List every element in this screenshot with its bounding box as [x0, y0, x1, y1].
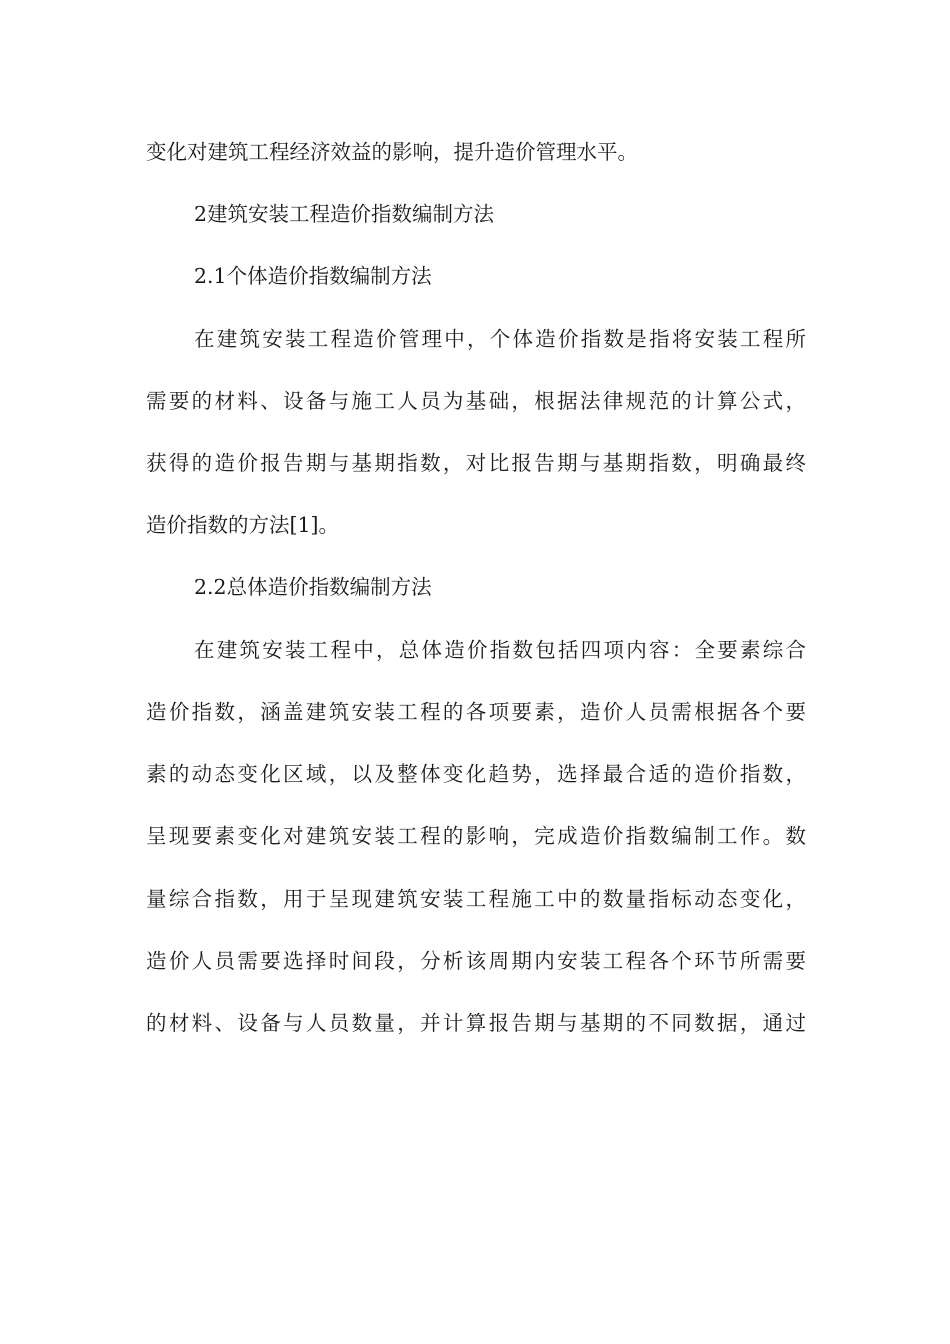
paragraph-line: 的材料、设备与人员数量，并计算报告期与基期的不同数据，通过 [146, 1011, 806, 1035]
paragraph-line: 造价指数，涵盖建筑安装工程的各项要素，造价人员需根据各个要 [146, 700, 806, 724]
paragraph-line: 获得的造价报告期与基期指数，对比报告期与基期指数，明确最终 [146, 451, 806, 475]
paragraph-line-end: 造价指数的方法[1]。 [146, 513, 340, 537]
paragraph-line: 在建筑安装工程中，总体造价指数包括四项内容：全要素综合 [194, 638, 806, 662]
paragraph-line: 需要的材料、设备与施工人员为基础，根据法律规范的计算公式， [146, 389, 806, 413]
subsection-heading-2-2: 2.2总体造价指数编制方法 [194, 575, 432, 599]
paragraph-line: 量综合指数，用于呈现建筑安装工程施工中的数量指标动态变化， [146, 887, 806, 911]
paragraph-line-continuation: 变化对建筑工程经济效益的影响，提升造价管理水平。 [146, 140, 638, 164]
section-heading-2: 2建筑安装工程造价指数编制方法 [194, 202, 495, 226]
subsection-heading-2-1: 2.1个体造价指数编制方法 [194, 264, 432, 288]
paragraph-line: 素的动态变化区域，以及整体变化趋势，选择最合适的造价指数， [146, 762, 806, 786]
paragraph-line: 呈现要素变化对建筑安装工程的影响，完成造价指数编制工作。数 [146, 824, 806, 848]
paragraph-line: 在建筑安装工程造价管理中，个体造价指数是指将安装工程所 [194, 327, 806, 351]
paragraph-line: 造价人员需要选择时间段，分析该周期内安装工程各个环节所需要 [146, 949, 806, 973]
